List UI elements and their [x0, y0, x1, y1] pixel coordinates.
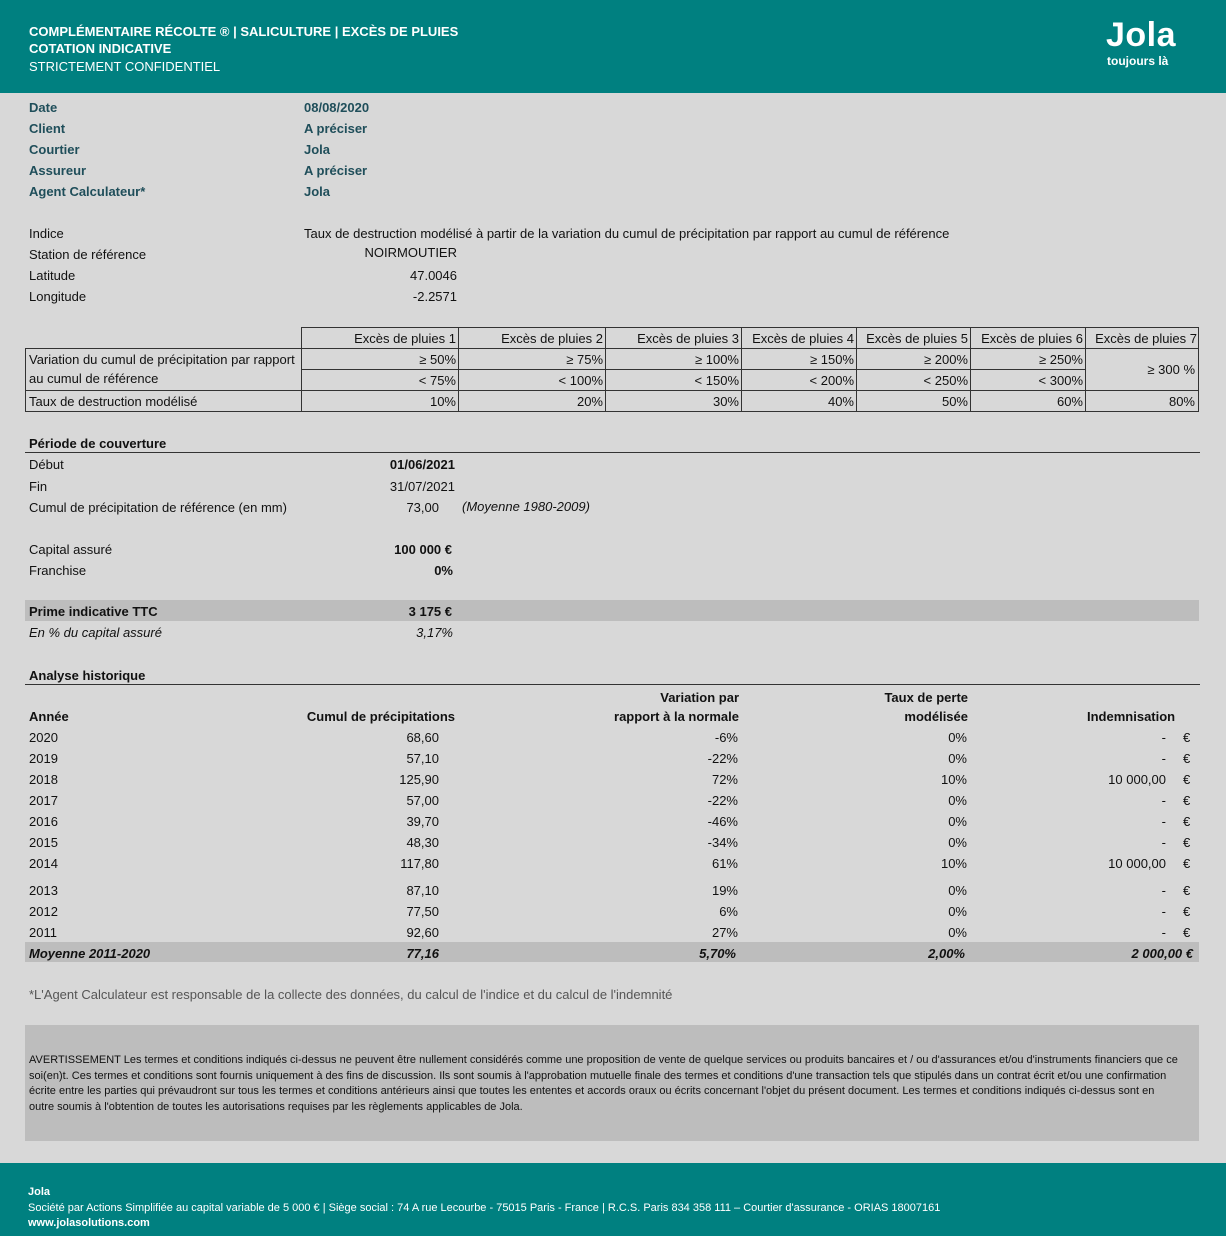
history-variation: 72% — [711, 772, 738, 787]
matrix-variation-label-2: au cumul de référence — [29, 371, 159, 386]
history-cumul: 39,70 — [406, 814, 439, 829]
prime-band — [25, 600, 1199, 621]
history-currency: € — [1183, 925, 1191, 940]
history-variation: -46% — [707, 814, 738, 829]
history-indem: - — [1161, 793, 1166, 808]
footer-website[interactable]: www.jolasolutions.com — [28, 1217, 150, 1229]
history-indem: - — [1161, 730, 1166, 745]
history-year: 2014 — [29, 856, 58, 871]
matrix-lower-6: ≥ 250% — [1039, 352, 1083, 367]
station-label: Station de référence — [29, 247, 147, 262]
matrix-lower-7: ≥ 300 % — [1147, 362, 1195, 377]
history-header-annee: Année — [29, 709, 69, 724]
history-taux: 0% — [948, 883, 967, 898]
history-currency: € — [1183, 856, 1191, 871]
history-year: 2017 — [29, 793, 58, 808]
history-taux: 10% — [940, 772, 967, 787]
history-year: 2013 — [29, 883, 58, 898]
history-indem: - — [1161, 751, 1166, 766]
history-cumul: 77,50 — [406, 904, 439, 919]
page-header — [0, 0, 1226, 93]
matrix-lower-4: ≥ 150% — [810, 352, 854, 367]
history-year: 2018 — [29, 772, 58, 787]
meta-label-courtier: Courtier — [29, 142, 80, 157]
matrix-destruction-5: 50% — [941, 394, 968, 409]
latitude-label: Latitude — [29, 268, 76, 283]
history-indem: - — [1161, 883, 1166, 898]
history-cumul: 68,60 — [406, 730, 439, 745]
jola-logo-tagline: toujours là — [1107, 54, 1169, 68]
latitude-value: 47.0046 — [410, 268, 457, 283]
average-cumul: 77,16 — [406, 946, 439, 961]
cumul-ref-value: 73,00 — [406, 500, 439, 515]
cumul-ref-note: (Moyenne 1980-2009) — [462, 499, 590, 514]
matrix-lower-2: ≥ 75% — [566, 352, 603, 367]
history-currency: € — [1183, 751, 1191, 766]
matrix-col-1: Excès de pluies 1 — [354, 331, 456, 346]
history-year: 2016 — [29, 814, 58, 829]
coverage-title: Période de couverture — [29, 436, 167, 451]
history-currency: € — [1183, 730, 1191, 745]
history-year: 2012 — [29, 904, 58, 919]
debut-value: 01/06/2021 — [389, 457, 455, 472]
history-indem: - — [1161, 835, 1166, 850]
document-subtitle: COTATION INDICATIVE — [29, 41, 172, 56]
disclaimer-text: AVERTISSEMENT Les termes et conditions indiqués ci-dessus ne peuvent être nullement considérés comme une proposition de vente de quelque services ou produits bancaires et / ou d'assurances et/ou d'instruments financiers que ce soi(en)t. Ces termes et conditions sont fournis uniquement à des fins de discussion. Ils sont soumis à l'approbation mutuelle finale des termes et conditions d'une transaction tels que stipulés dans un contrat écrit et/ou une confirmation écrite entre les parties qui prévaudront sur tous les termes et conditions antérieurs ainsi que toutes les ententes et accords oraux ou écrits concernant l'objet du présent document. Les termes et conditions indiqués ci-dessus sont en outre soumis à l'obtention de toutes les autorisations requises par les règlements applicables de Jola. — [29, 1054, 1178, 1113]
history-header-variation-2: rapport à la normale — [614, 709, 739, 724]
matrix-destruction-1: 10% — [429, 394, 456, 409]
capital-label: Capital assuré — [29, 542, 113, 557]
franchise-value: 0% — [434, 563, 453, 578]
history-cumul: 87,10 — [406, 883, 439, 898]
history-year: 2020 — [29, 730, 58, 745]
matrix-lower-5: ≥ 200% — [924, 352, 968, 367]
meta-value-agent: Jola — [304, 184, 331, 199]
matrix-col-6: Excès de pluies 6 — [981, 331, 1083, 346]
matrix-destruction-7: 80% — [1168, 394, 1195, 409]
matrix-destruction-label: Taux de destruction modélisé — [29, 394, 198, 409]
history-header-indem: Indemnisation — [1087, 709, 1176, 724]
matrix-col-7: Excès de pluies 7 — [1095, 331, 1197, 346]
history-indem: - — [1161, 925, 1166, 940]
history-title: Analyse historique — [29, 668, 146, 683]
longitude-label: Longitude — [29, 289, 87, 304]
indice-label: Indice — [29, 226, 64, 241]
meta-label-date: Date — [29, 100, 58, 115]
history-year: 2015 — [29, 835, 58, 850]
pct-capital-label: En % du capital assuré — [29, 625, 162, 640]
history-currency: € — [1183, 835, 1191, 850]
matrix-lower-1: ≥ 50% — [419, 352, 456, 367]
average-variation: 5,70% — [699, 946, 736, 961]
history-cumul: 57,00 — [406, 793, 439, 808]
meta-label-client: Client — [29, 121, 66, 136]
average-taux: 2,00% — [928, 946, 965, 961]
matrix-upper-4: < 200% — [809, 373, 854, 388]
history-currency: € — [1183, 772, 1191, 787]
average-indem: 2 000,00 € — [1131, 946, 1193, 961]
history-variation: 27% — [711, 925, 738, 940]
average-label: Moyenne 2011-2020 — [29, 946, 151, 961]
disclaimer-box — [25, 1025, 1199, 1141]
history-currency: € — [1183, 904, 1191, 919]
confidentiality-note: STRICTEMENT CONFIDENTIEL — [29, 59, 221, 74]
matrix-upper-6: < 300% — [1038, 373, 1083, 388]
matrix-upper-1: < 75% — [418, 373, 456, 388]
history-header-taux-1: Taux de perte — [884, 690, 968, 705]
history-variation: -34% — [707, 835, 738, 850]
matrix-destruction-4: 40% — [827, 394, 854, 409]
meta-value-client: A préciser — [304, 121, 368, 136]
station-value: NOIRMOUTIER — [364, 245, 457, 260]
matrix-col-5: Excès de pluies 5 — [866, 331, 968, 346]
history-variation: 61% — [711, 856, 738, 871]
history-taux: 10% — [940, 856, 967, 871]
page-footer — [0, 1163, 1226, 1236]
history-indem: - — [1161, 904, 1166, 919]
footer-legal: Société par Actions Simplifiée au capital variable de 5 000 € | Siège social : 74 A rue Lecourbe - 75015 Paris - France | R.C.S. Paris 834 358 111 – Courtier d'assurance - ORIAS 18007161 — [28, 1202, 941, 1214]
franchise-label: Franchise — [29, 563, 87, 578]
cumul-ref-label: Cumul de précipitation de référence (en mm) — [29, 500, 287, 515]
matrix-upper-2: < 100% — [558, 373, 603, 388]
history-year: 2011 — [29, 925, 57, 940]
history-cumul: 57,10 — [406, 751, 439, 766]
history-taux: 0% — [948, 793, 967, 808]
matrix-col-2: Excès de pluies 2 — [501, 331, 603, 346]
history-cumul: 117,80 — [400, 856, 439, 871]
history-indem: 10 000,00 — [1108, 856, 1166, 871]
indice-value: Taux de destruction modélisé à partir de la variation du cumul de précipitation par rapport au cumul de référence — [304, 226, 950, 241]
matrix-col-3: Excès de pluies 3 — [637, 331, 739, 346]
history-variation: 6% — [719, 904, 738, 919]
history-currency: € — [1183, 883, 1191, 898]
jola-logo: Jola — [1106, 16, 1177, 54]
matrix-destruction-6: 60% — [1056, 394, 1083, 409]
matrix-col-4: Excès de pluies 4 — [752, 331, 854, 346]
debut-label: Début — [29, 457, 64, 472]
prime-value: 3 175 € — [408, 604, 452, 619]
matrix-lower-3: ≥ 100% — [695, 352, 739, 367]
history-taux: 0% — [948, 904, 967, 919]
matrix-destruction-2: 20% — [576, 394, 603, 409]
meta-value-courtier: Jola — [304, 142, 331, 157]
matrix-upper-3: < 150% — [694, 373, 739, 388]
matrix-upper-5: < 250% — [923, 373, 968, 388]
meta-value-date: 08/08/2020 — [304, 100, 370, 115]
history-indem: - — [1161, 814, 1166, 829]
meta-label-assureur: Assureur — [29, 163, 87, 178]
history-taux: 0% — [948, 751, 967, 766]
history-cumul: 92,60 — [406, 925, 439, 940]
agent-footnote: *L'Agent Calculateur est responsable de la collecte des données, du calcul de l'indice et du calcul de l'indemnité — [29, 987, 673, 1002]
history-indem: 10 000,00 — [1108, 772, 1166, 787]
history-cumul: 48,30 — [406, 835, 439, 850]
history-currency: € — [1183, 814, 1191, 829]
history-variation: -6% — [714, 730, 738, 745]
history-variation: -22% — [707, 793, 738, 808]
fin-value: 31/07/2021 — [389, 479, 455, 494]
history-taux: 0% — [948, 814, 967, 829]
history-header-cumul: Cumul de précipitations — [306, 709, 455, 724]
fin-label: Fin — [29, 479, 48, 494]
history-variation: 19% — [711, 883, 738, 898]
history-variation: -22% — [707, 751, 738, 766]
history-cumul: 125,90 — [399, 772, 439, 787]
footer-company: Jola — [28, 1186, 51, 1198]
history-taux: 0% — [948, 835, 967, 850]
history-header-taux-2: modélisée — [904, 709, 968, 724]
longitude-value: -2.2571 — [412, 289, 457, 304]
matrix-destruction-3: 30% — [712, 394, 739, 409]
history-header-variation-1: Variation par — [660, 690, 739, 705]
history-year: 2019 — [29, 751, 58, 766]
history-taux: 0% — [948, 730, 967, 745]
prime-label: Prime indicative TTC — [29, 604, 158, 619]
history-currency: € — [1183, 793, 1191, 808]
pct-capital-value: 3,17% — [416, 625, 453, 640]
document-title: COMPLÉMENTAIRE RÉCOLTE ® | SALICULTURE | EXCÈS DE PLUIES — [29, 24, 459, 39]
meta-value-assureur: A préciser — [304, 163, 368, 178]
capital-value: 100 000 € — [394, 542, 452, 557]
history-taux: 0% — [948, 925, 967, 940]
meta-label-agent: Agent Calculateur* — [29, 184, 146, 199]
matrix-variation-label-1: Variation du cumul de précipitation par rapport — [29, 352, 295, 367]
